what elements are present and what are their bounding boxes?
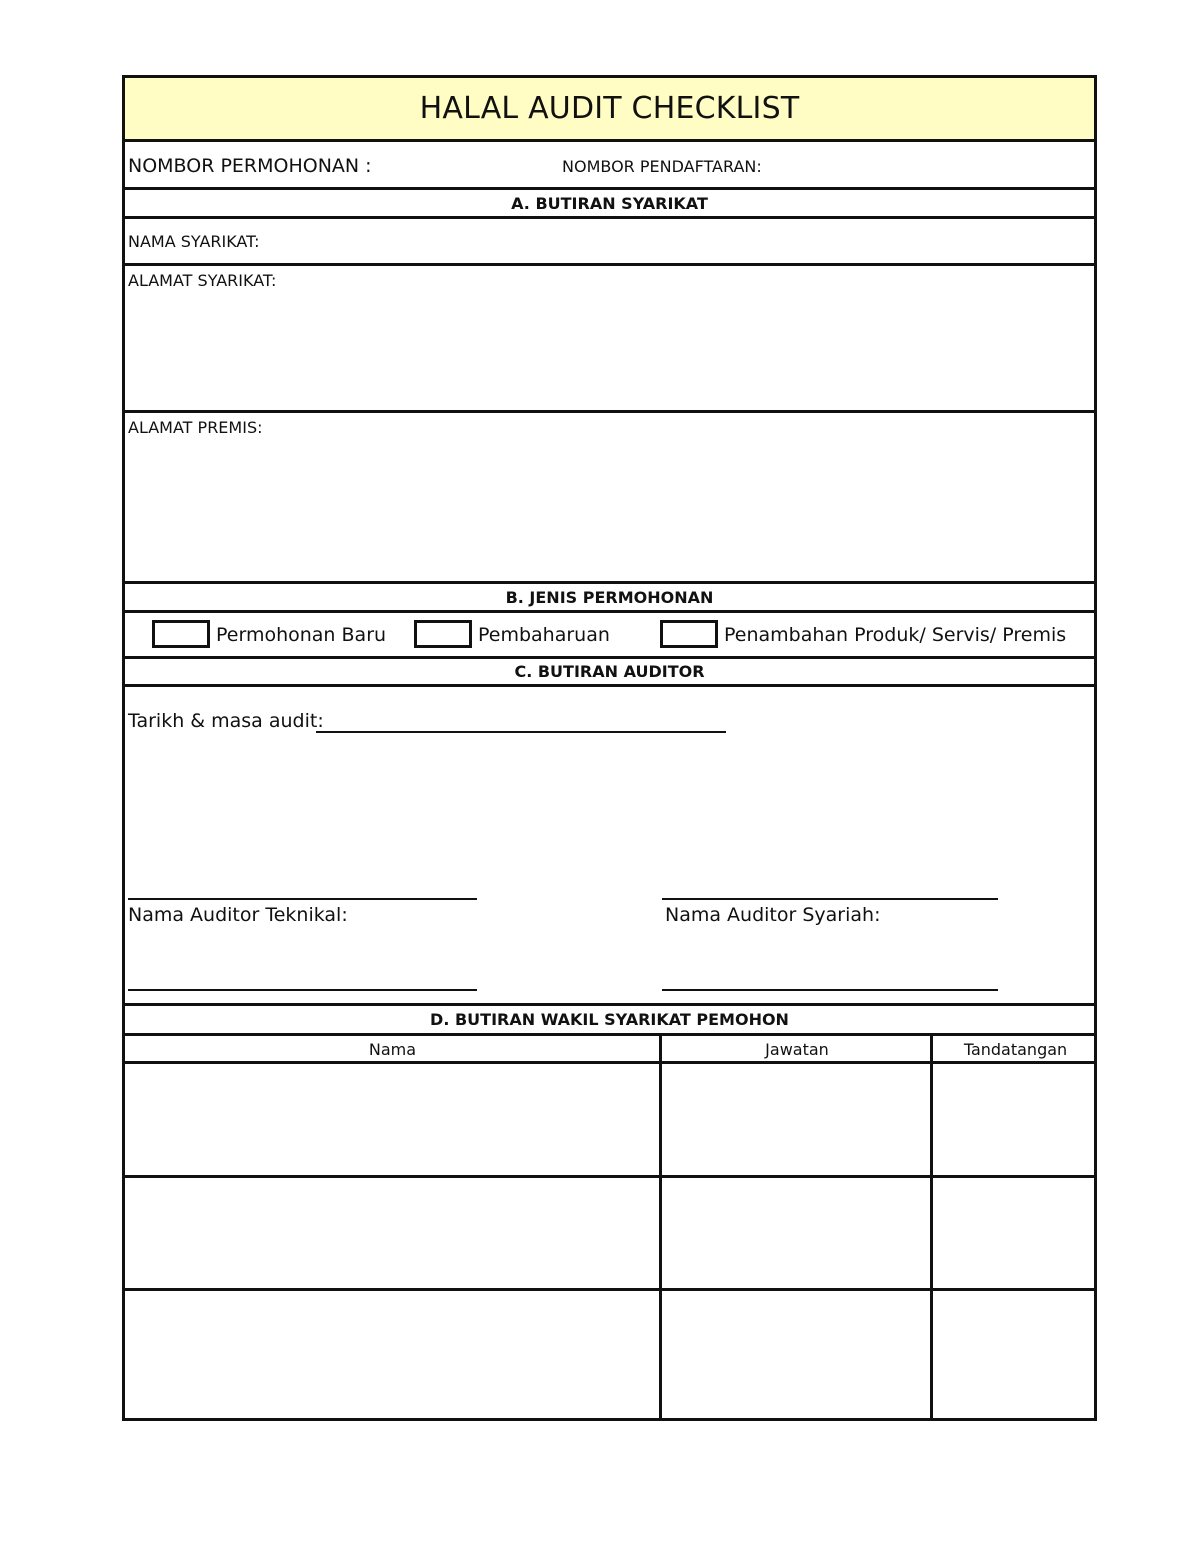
company-address-field[interactable]: [125, 263, 1094, 410]
company-name-field[interactable]: [125, 216, 1094, 263]
technical-auditor-label: Nama Auditor Teknikal:: [128, 904, 348, 926]
table-cell-tandatangan-3[interactable]: [933, 1291, 1094, 1418]
table-cell-jawatan-1[interactable]: [662, 1064, 930, 1175]
table-cell-tandatangan-1[interactable]: [933, 1064, 1094, 1175]
representative-table: [125, 1033, 1094, 1418]
table-cell-nama-3[interactable]: [125, 1291, 659, 1418]
audit-datetime-label: Tarikh & masa audit:: [128, 710, 324, 732]
page-title: HALAL AUDIT CHECKLIST: [125, 78, 1094, 139]
table-cell-nama-1[interactable]: [125, 1064, 659, 1175]
table-cell-jawatan-2[interactable]: [662, 1178, 930, 1288]
company-name-label: NAMA SYARIKAT:: [128, 232, 260, 251]
table-cell-nama-2[interactable]: [125, 1178, 659, 1288]
table-cell-tandatangan-2[interactable]: [933, 1178, 1094, 1288]
application-number-label: NOMBOR PERMOHONAN :: [128, 155, 372, 177]
renewal-checkbox[interactable]: [414, 620, 472, 648]
section-c-heading: C. BUTIRAN AUDITOR: [125, 656, 1094, 684]
technical-auditor-name-line[interactable]: [128, 989, 477, 991]
premise-address-label: ALAMAT PREMIS:: [128, 418, 263, 437]
syariah-auditor-signature-line[interactable]: [662, 898, 998, 900]
section-a-heading: A. BUTIRAN SYARIKAT: [125, 187, 1094, 216]
auditor-details-block: [125, 684, 1094, 1003]
column-header-jawatan: Jawatan: [765, 1039, 829, 1059]
column-header-tandatangan: Tandatangan: [963, 1039, 1068, 1059]
syariah-auditor-label: Nama Auditor Syariah:: [665, 904, 881, 926]
table-cell-jawatan-3[interactable]: [662, 1291, 930, 1418]
section-d-heading: D. BUTIRAN WAKIL SYARIKAT PEMOHON: [125, 1003, 1094, 1033]
section-b-heading: B. JENIS PERMOHONAN: [125, 581, 1094, 610]
application-number-row: [125, 139, 1094, 187]
premise-address-field[interactable]: [125, 410, 1094, 581]
registration-number-label: NOMBOR PENDAFTARAN:: [562, 157, 762, 176]
technical-auditor-signature-line[interactable]: [128, 898, 477, 900]
renewal-label: Pembaharuan: [478, 624, 610, 646]
addition-label: Penambahan Produk/ Servis/ Premis: [724, 624, 1067, 646]
audit-datetime-line[interactable]: [316, 731, 726, 733]
audit-checklist-form: [122, 75, 1097, 1421]
application-type-row: [125, 610, 1094, 656]
addition-checkbox[interactable]: [660, 620, 718, 648]
company-address-label: ALAMAT SYARIKAT:: [128, 271, 277, 290]
new-application-checkbox[interactable]: [152, 620, 210, 648]
column-header-nama: Nama: [368, 1039, 417, 1059]
new-application-label: Permohonan Baru: [216, 624, 387, 646]
syariah-auditor-name-line[interactable]: [662, 989, 998, 991]
